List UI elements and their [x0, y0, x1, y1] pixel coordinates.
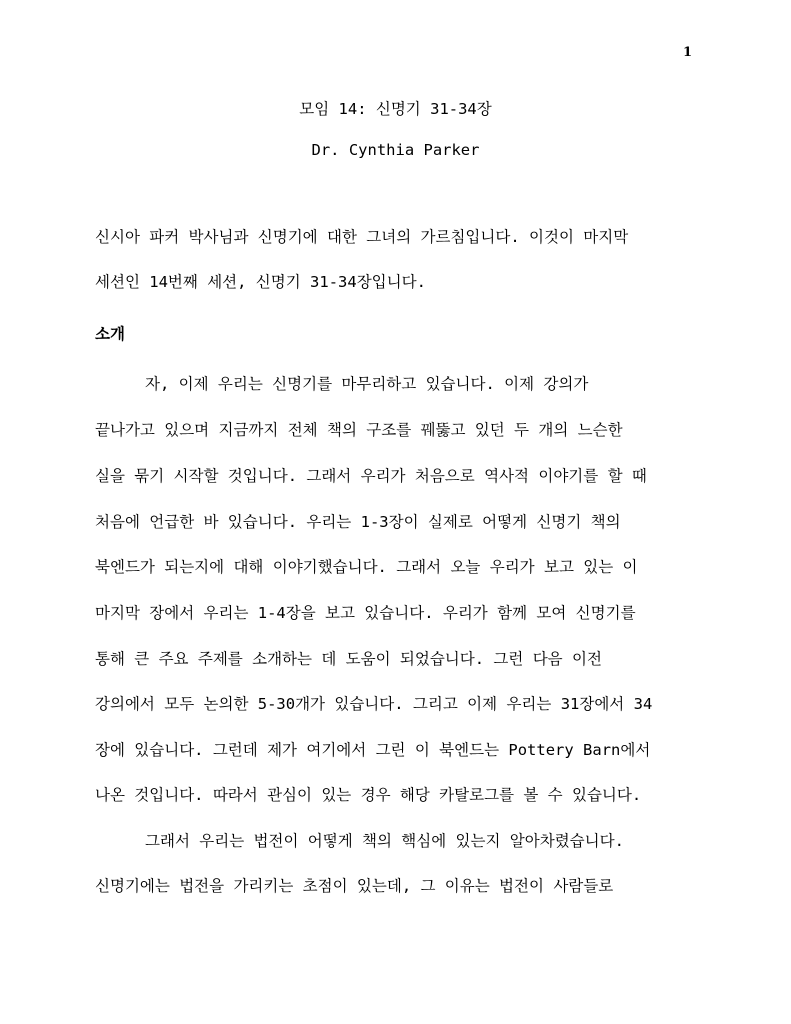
paragraph-line: 처음에 언급한 바 있습니다. 우리는 1-3장이 실제로 어떻게 신명기 책의 — [95, 513, 621, 531]
section-heading: 소개 — [95, 325, 125, 343]
paragraph-line: 북엔드가 되는지에 대해 이야기했습니다. 그래서 오늘 우리가 보고 있는 이 — [95, 558, 638, 576]
paragraph-line: 신명기에는 법전을 가리키는 초점이 있는데, 그 이유는 법전이 사람들로 — [95, 877, 614, 895]
paragraph-line: 통해 큰 주요 주제를 소개하는 데 도움이 되었습니다. 그런 다음 이전 — [95, 650, 602, 668]
paragraph-line: 강의에서 모두 논의한 5-30개가 있습니다. 그리고 이제 우리는 31장에서 34 — [95, 695, 653, 713]
paragraph-line: 나온 것입니다. 따라서 관심이 있는 경우 해당 카탈로그를 볼 수 있습니다. — [95, 786, 642, 804]
author-line: Dr. Cynthia Parker — [311, 141, 480, 159]
paragraph-line: 끝나가고 있으며 지금까지 전체 책의 구조를 꿰뚫고 있던 두 개의 느슨한 — [95, 421, 623, 439]
paragraph-line: 장에 있습니다. 그런데 제가 여기에서 그린 이 북엔드는 Pottery Barn에서 — [95, 741, 651, 759]
paragraph-line: 자, 이제 우리는 신명기를 마무리하고 있습니다. 이제 강의가 — [145, 375, 589, 393]
paragraph-line: 마지막 장에서 우리는 1-4장을 보고 있습니다. 우리가 함께 모여 신명기를 — [95, 604, 636, 622]
page-number: 1 — [682, 45, 692, 60]
document-title: 모임 14: 신명기 31-34장 — [299, 100, 492, 118]
paragraph-line: 그래서 우리는 법전이 어떻게 책의 핵심에 있는지 알아차렸습니다. — [145, 832, 624, 850]
paragraph-line: 실을 묶기 시작할 것입니다. 그래서 우리가 처음으로 역사적 이야기를 할 때 — [95, 467, 647, 485]
intro-line: 신시아 파커 박사님과 신명기에 대한 그녀의 가르침입니다. 이것이 마지막 — [95, 228, 629, 246]
intro-line: 세션인 14번째 세션, 신명기 31-34장입니다. — [95, 273, 426, 291]
